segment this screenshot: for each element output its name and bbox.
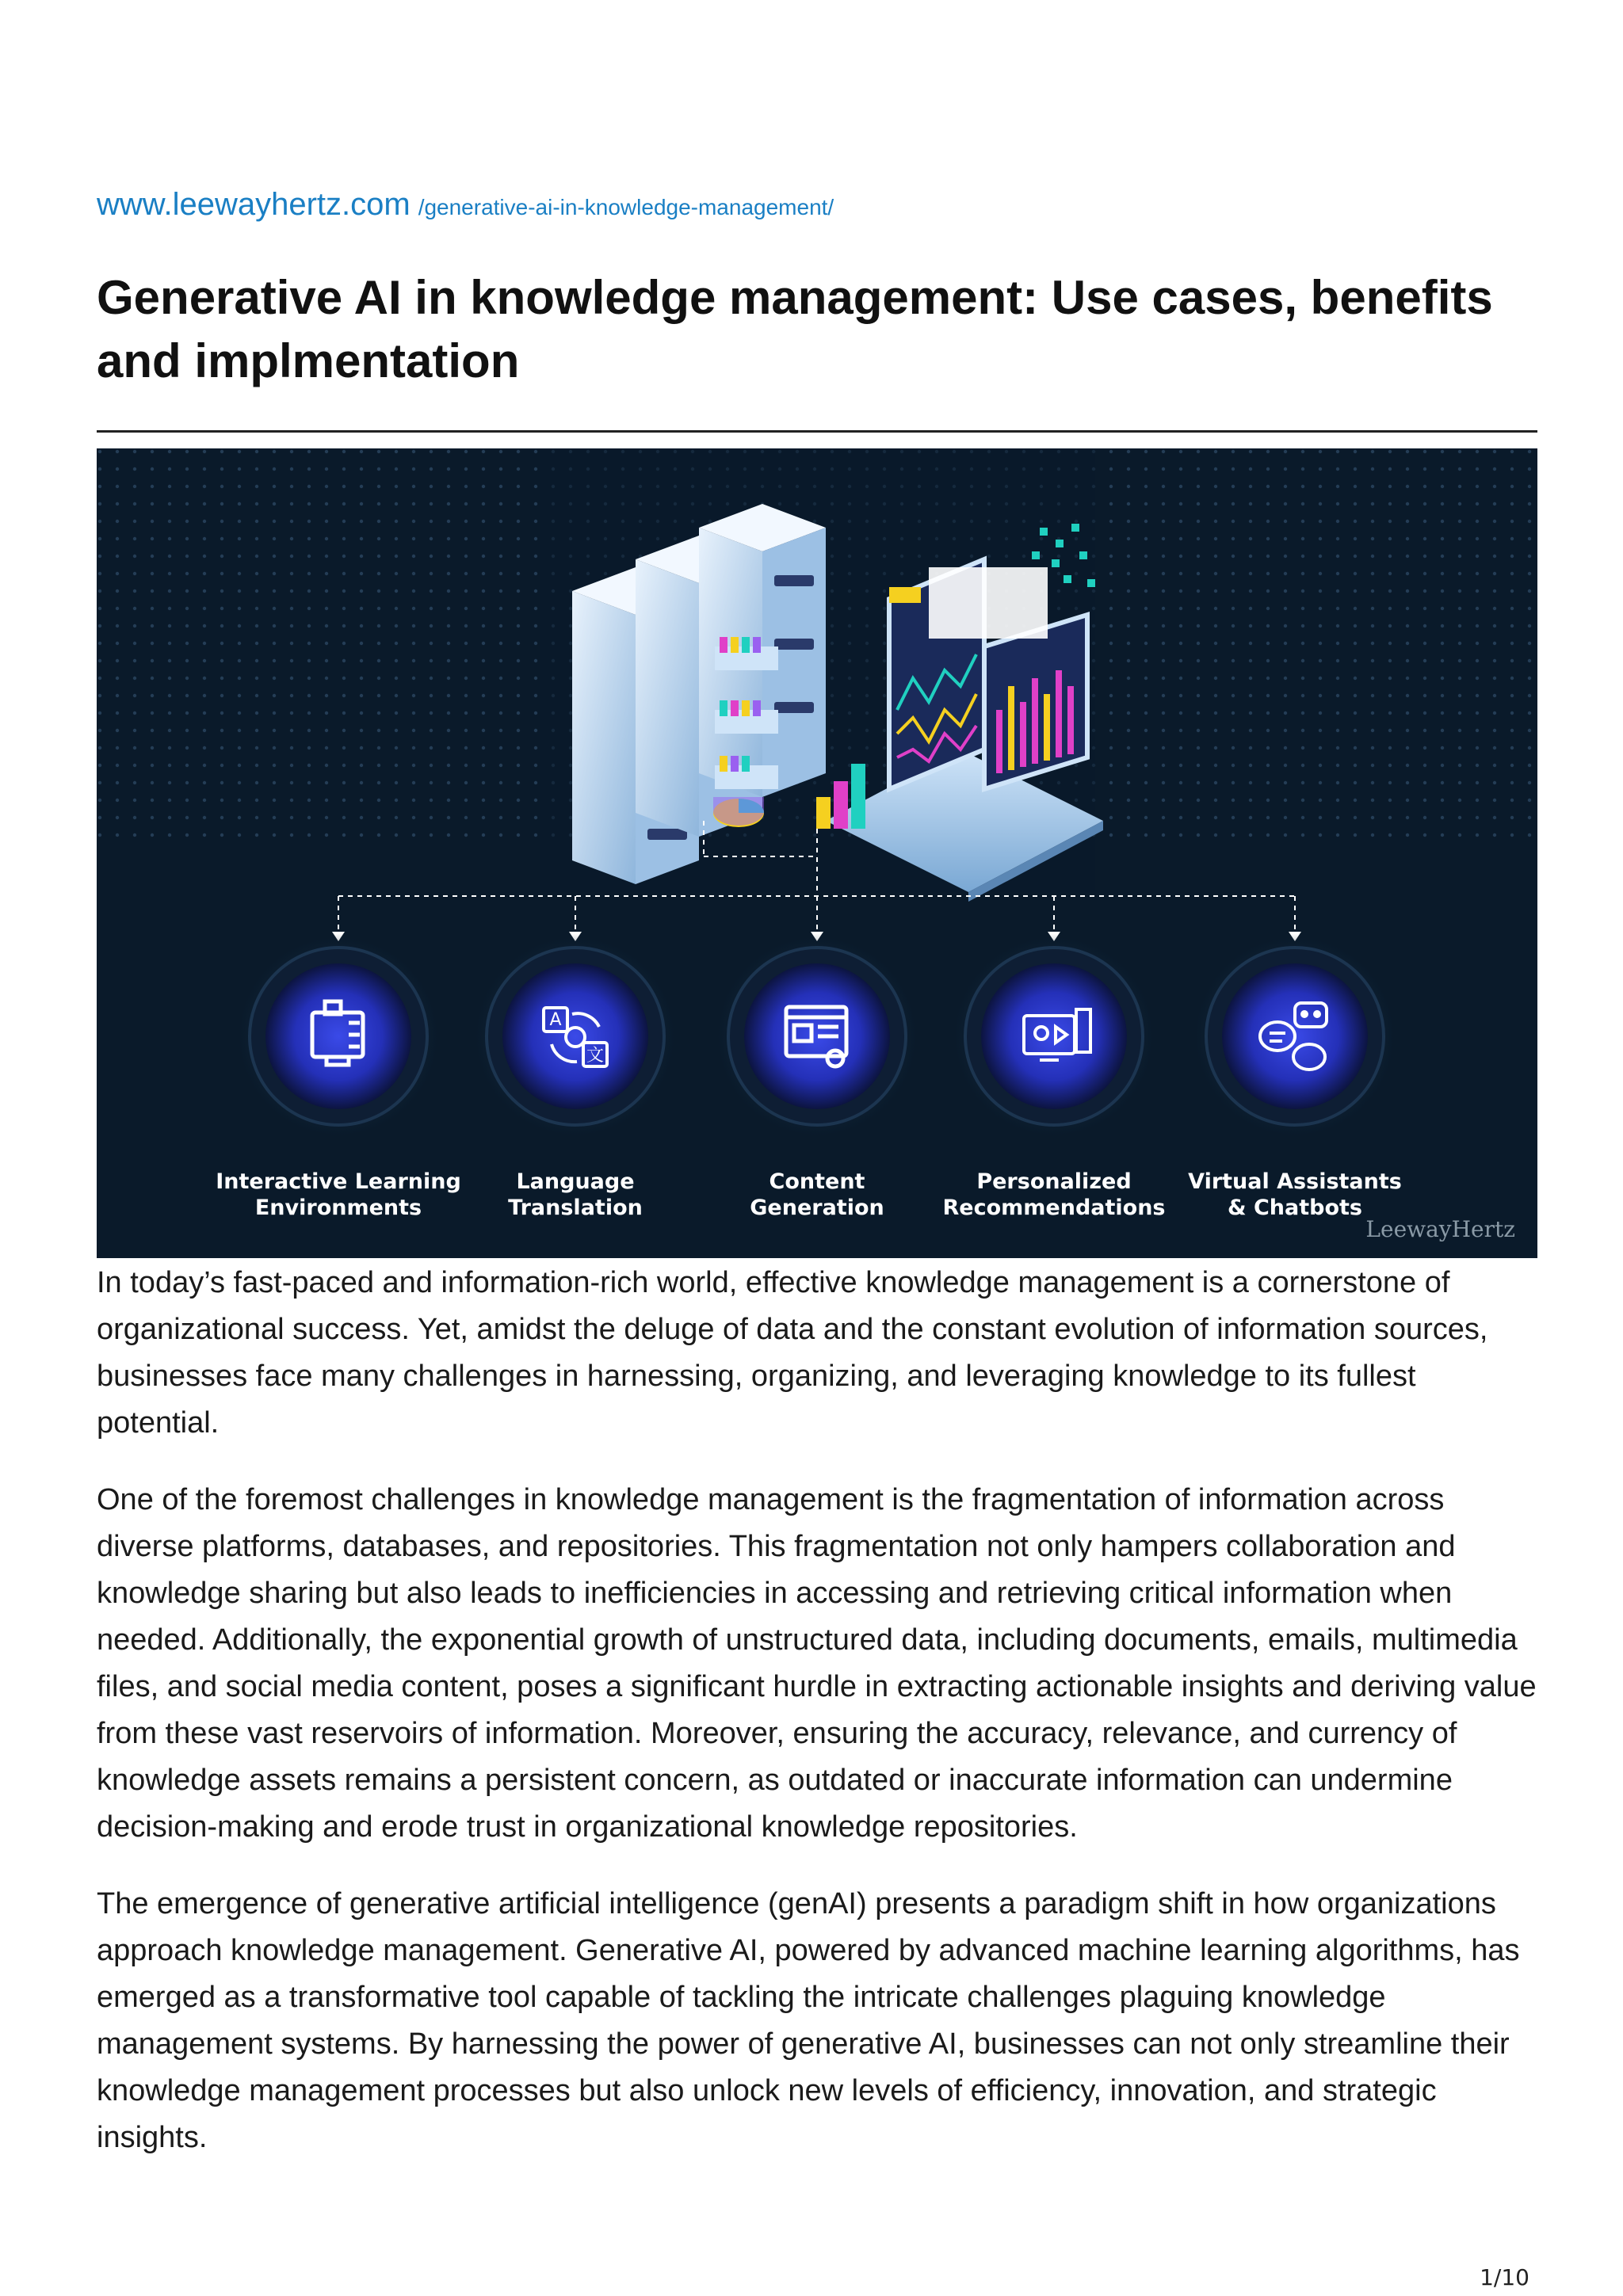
- article-body: [97, 1260, 1537, 2191]
- source-path[interactable]: /generative-ai-in-knowledge-management/: [418, 195, 834, 219]
- service-chatbots: [1188, 933, 1402, 1220]
- watermark-logo: LeewayHertz: [1365, 1216, 1515, 1242]
- hero-illustration: [97, 448, 1537, 1258]
- service-label-line2: Translation: [508, 1196, 643, 1220]
- title-divider: [97, 430, 1537, 433]
- service-translation: [472, 933, 678, 1220]
- paragraph: The emergence of generative artificial intelligence (genAI) presents a paradigm shift in how organizations approach knowledge management. Generative AI, powered by advanced machine learning algorithms, has emerged as a transformative tool capable of tackling the intricate challenges plaguing knowledge management systems. By harnessing the power of generative AI, businesses can not only streamline their knowledge management processes but also unlock new levels of efficiency, innovation, and strategic insights.: [97, 1887, 1520, 2154]
- page-number: 1/10: [1480, 2264, 1529, 2290]
- service-label-line2: Recommendations: [942, 1196, 1166, 1220]
- article-title: Generative AI in knowledge management: Use cases, benefits and implmentation: [97, 271, 1493, 387]
- service-label-line1: Language: [516, 1169, 635, 1194]
- source-domain-link[interactable]: www.leewayhertz.com: [97, 187, 411, 222]
- paragraph: One of the foremost challenges in knowledge management is the fragmentation of information across diverse platforms, databases, and repositories. This fragmentation not only hampers collaboration and knowledge sharing but also leads to inefficiencies in accessing and retrieving critical information when needed. Additionally, the exponential growth of unstructured data, including documents, emails, multimedia files, and social media content, poses a significant hurdle in extracting actionable insights and deriving value from these vast reservoirs of information. Moreover, ensuring the accuracy, relevance, and currency of knowledge assets remains a persistent concern, as outdated or inaccurate information can undermine decision-making and erode trust in organizational knowledge repositories.: [97, 1483, 1537, 1844]
- service-recommendations: [942, 933, 1165, 1220]
- service-label-line1: Personalized: [976, 1169, 1132, 1194]
- service-label-line2: & Chatbots: [1228, 1196, 1362, 1220]
- service-label-line1: Virtual Assistants: [1188, 1169, 1402, 1194]
- svg-text:文: 文: [586, 1046, 605, 1066]
- service-learning: [216, 933, 461, 1220]
- source-url[interactable]: [97, 187, 834, 223]
- service-content: [714, 933, 920, 1220]
- svg-text:A: A: [549, 1010, 562, 1030]
- paragraph: In today’s fast-paced and information-rich world, effective knowledge management is a cornerstone of organizational success. Yet, amidst the deluge of data and the constant evolution of information sources, businesses face many challenges in harnessing, organizing, and leveraging knowledge to its fullest potential.: [97, 1266, 1488, 1440]
- service-label-line2: Generation: [750, 1196, 884, 1220]
- service-label-line2: Environments: [254, 1196, 422, 1220]
- service-label-line1: Interactive Learning: [216, 1169, 461, 1194]
- service-label-line1: Content: [769, 1169, 865, 1194]
